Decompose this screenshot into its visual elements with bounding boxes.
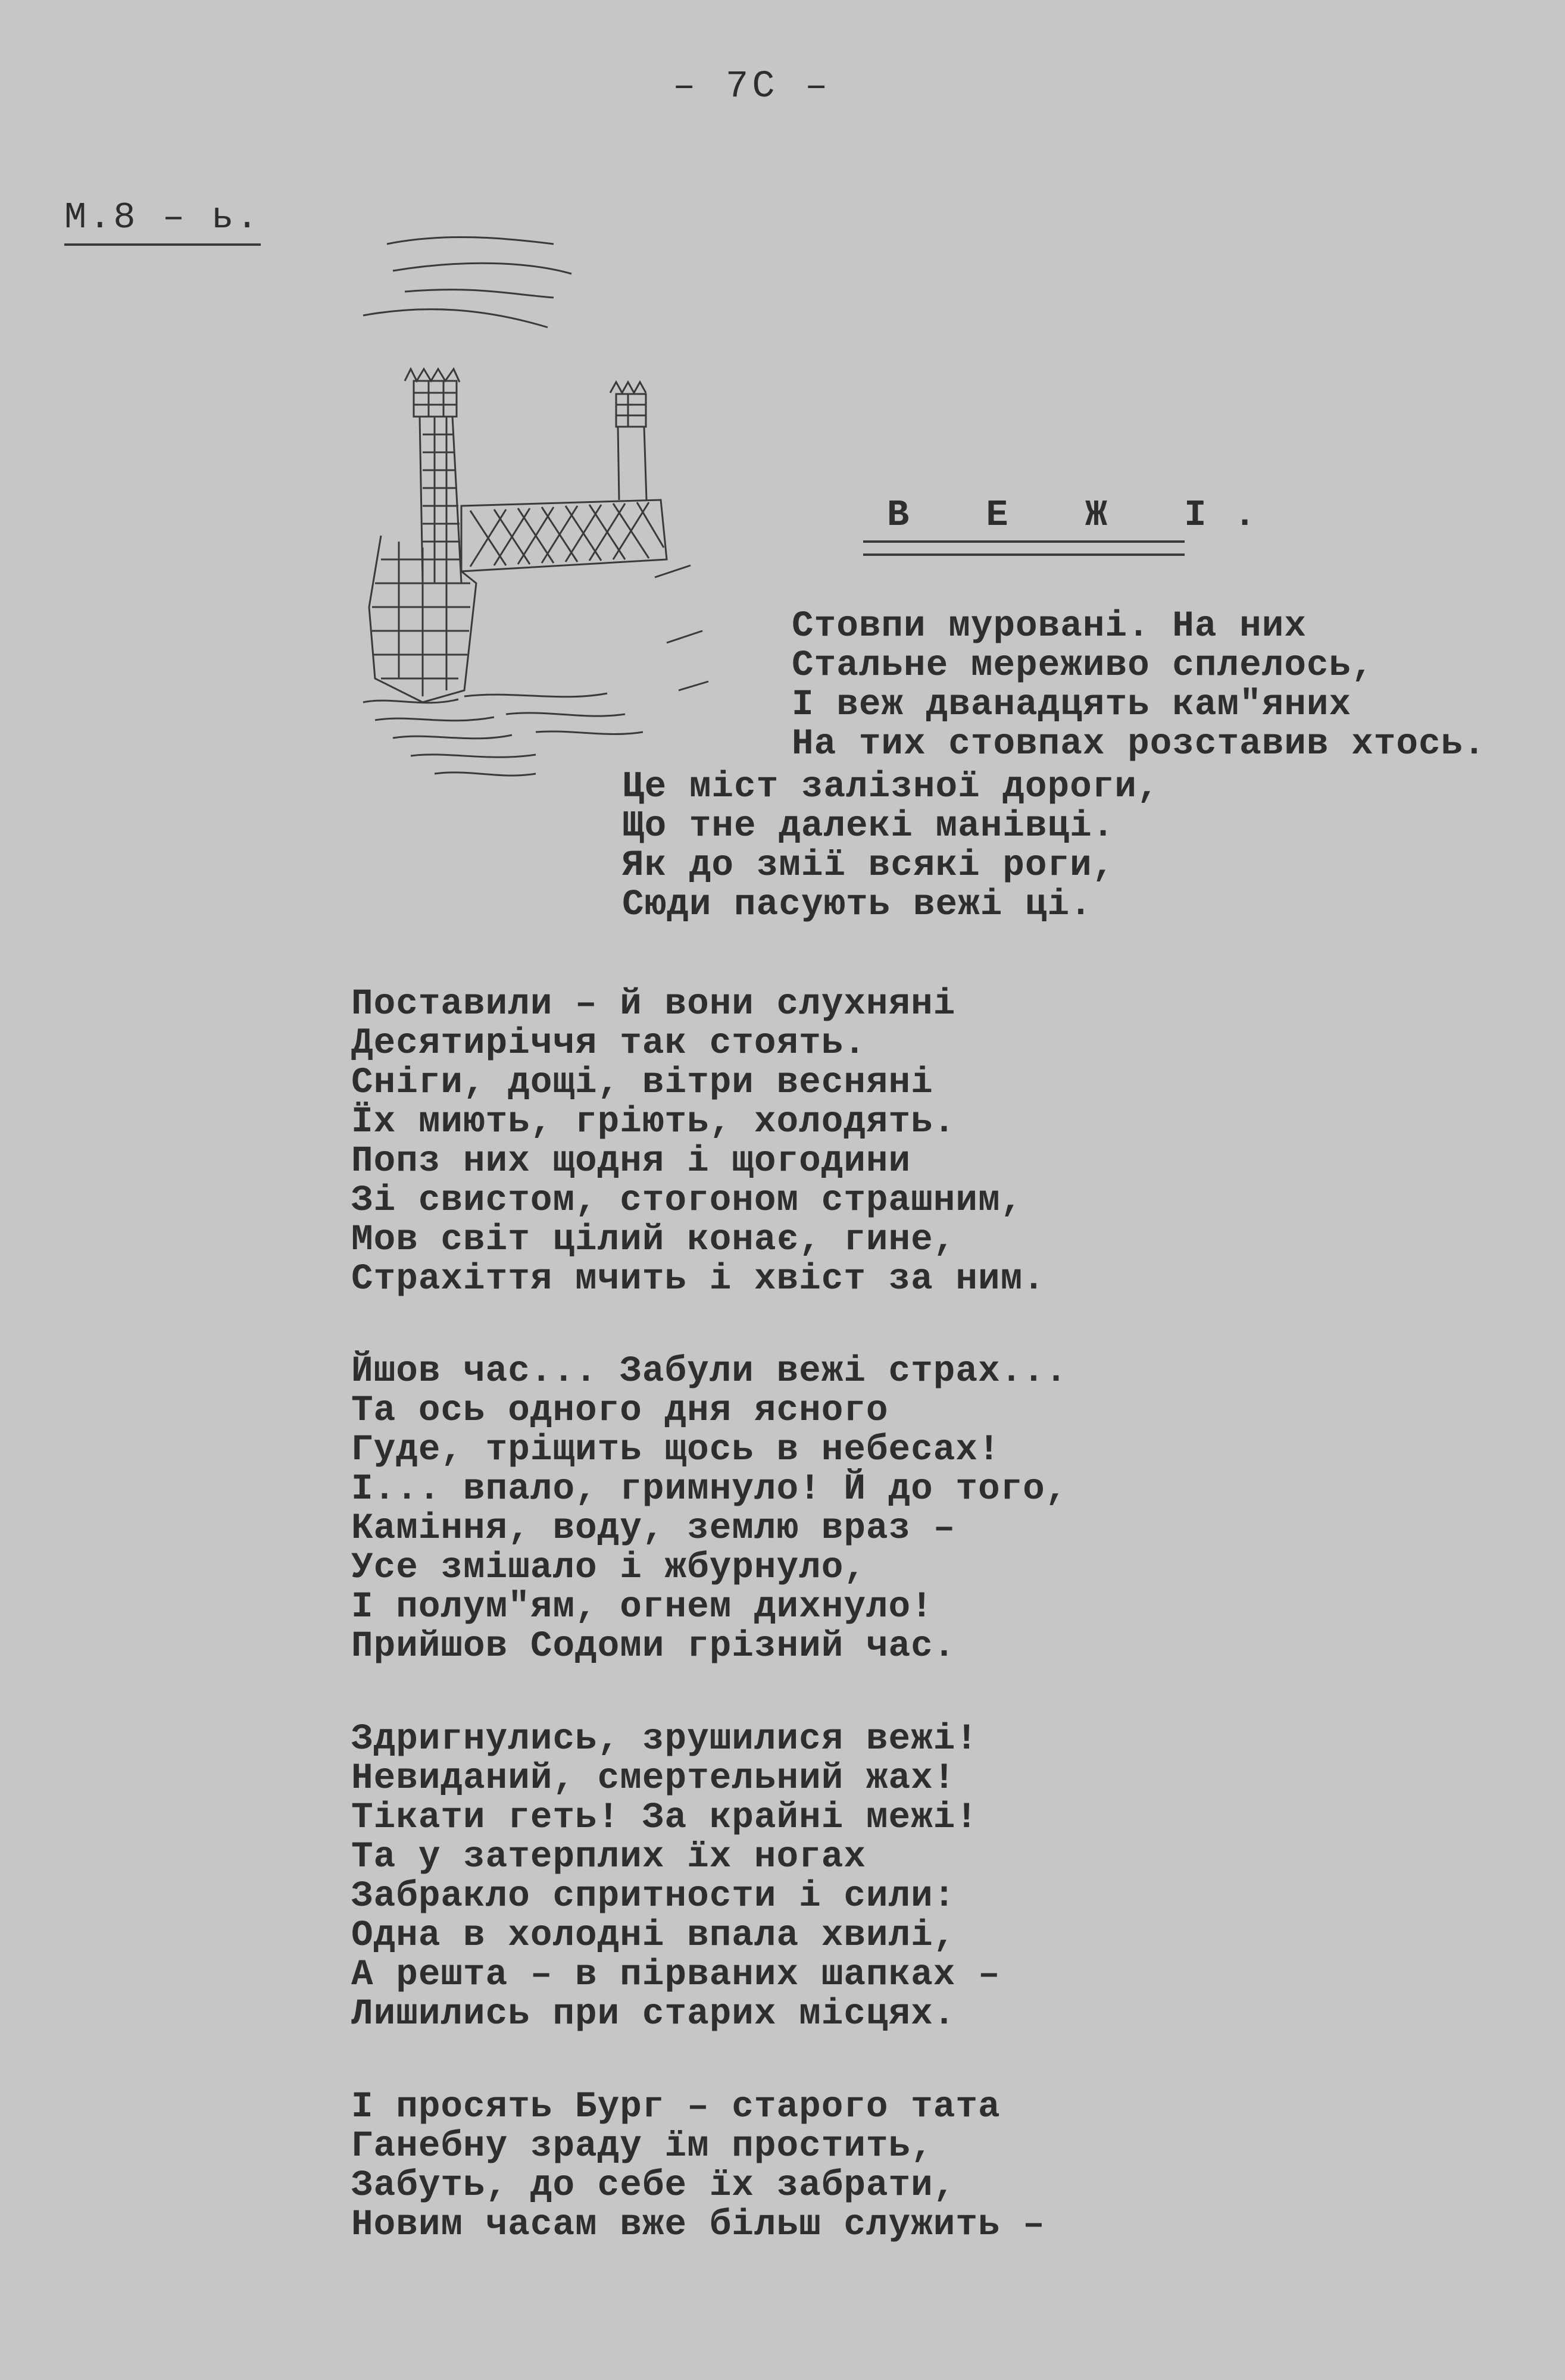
- poem-line: Сніги, дощі, вітри весняні: [351, 1062, 933, 1103]
- poem-line: Що тне далекі манівці.: [622, 806, 1115, 847]
- poem-line: І веж дванадцять кам"яних: [792, 684, 1352, 725]
- section-code: М.8 – ь.: [64, 196, 261, 246]
- poem-line: Усе змішало і жбурнуло,: [351, 1547, 866, 1588]
- poem-title: В Е Ж І.: [887, 494, 1283, 536]
- poem-line: Новим часам вже більш служить –: [351, 2204, 1045, 2245]
- poem-line: Попз них щодня і щогодини: [351, 1141, 911, 1182]
- poem-line: Забуть, до себе їх забрати,: [351, 2165, 956, 2206]
- poem-line: А решта – в пірваних шапках –: [351, 1954, 1001, 1996]
- page-number: – 7С –: [673, 65, 832, 108]
- poem-line: Десятиріччя так стоять.: [351, 1023, 866, 1064]
- poem-line: Страхіття мчить і хвіст за ним.: [351, 1259, 1045, 1300]
- poem-line: Як до змії всякі роги,: [622, 845, 1115, 886]
- poem-line: Ганебну зраду їм простить,: [351, 2126, 933, 2167]
- poem-line: На тих стовпах розставив хтось.: [792, 724, 1486, 765]
- poem-line: Гуде, тріщить щось в небесах!: [351, 1430, 1001, 1471]
- title-underline: [863, 540, 1185, 543]
- poem-line: Стовпи муровані. На них: [792, 606, 1307, 647]
- poem-line: І полум"ям, огнем дихнуло!: [351, 1587, 933, 1628]
- bridge-towers-illustration: [357, 226, 798, 821]
- poem-line: І просять Бург – старого тата: [351, 2087, 1001, 2128]
- poem-line: Та ось одного дня ясного: [351, 1390, 889, 1431]
- poem-line: І... впало, гримнуло! Й до того,: [351, 1469, 1068, 1510]
- poem-line: Невиданий, смертельний жах!: [351, 1758, 956, 1799]
- title-underline-double: [863, 553, 1185, 556]
- poem-line: Та у затерплих їх ногах: [351, 1837, 866, 1878]
- poem-line: Зі свистом, стогоном страшним,: [351, 1180, 1023, 1221]
- poem-line: Йшов час... Забули вежі страх...: [351, 1351, 1068, 1392]
- poem-line: Поставили – й вони слухняні: [351, 984, 956, 1025]
- poem-line: Тікати геть! За крайні межі!: [351, 1797, 978, 1838]
- poem-line: Їх миють, гріють, холодять.: [351, 1102, 956, 1143]
- poem-line: Одна в холодні впала хвилі,: [351, 1915, 956, 1956]
- poem-line: Забракло спритности і сили:: [351, 1876, 956, 1917]
- poem-line: Мов світ цілий конає, гине,: [351, 1219, 956, 1261]
- poem-line: Сюди пасують вежі ці.: [622, 884, 1092, 925]
- poem-line: Лишились при старих місцях.: [351, 1994, 956, 2035]
- poem-line: Це міст залізної дороги,: [622, 767, 1160, 808]
- poem-line: Каміння, воду, землю враз –: [351, 1508, 956, 1549]
- poem-line: Прийшов Содоми грізний час.: [351, 1626, 956, 1667]
- poem-line: Стальне мереживо сплелось,: [792, 645, 1374, 686]
- poem-line: Здригнулись, зрушилися вежі!: [351, 1719, 978, 1760]
